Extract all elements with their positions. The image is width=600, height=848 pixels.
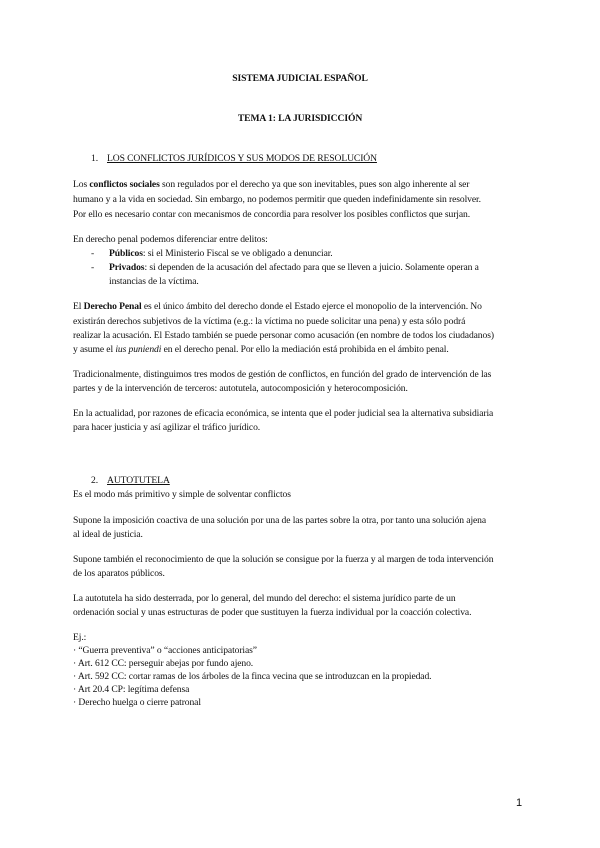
section-1-p1-line-3: Por ello es necesario contar con mecanismos de concordia para resolver los posibles conflictos que surjan.	[73, 209, 471, 220]
document-subtitle: TEMA 1: LA JURISDICCIÓN	[237, 113, 363, 124]
section-1-heading: LOS CONFLICTOS JURÍDICOS Y SUS MODOS DE RESOLUCIÓN	[107, 153, 377, 164]
examples-label: Ej.:	[73, 632, 87, 643]
list-item-publicos: Públicos: si el Ministerio Fiscal se ve obligado a denunciar.	[109, 248, 333, 259]
document-title: SISTEMA JUDICIAL ESPAÑOL	[232, 73, 368, 84]
section-1-p3-line-4: y asume el ius puniendi en el derecho penal. Por ello la mediación está prohibida en el ámbito penal.	[73, 344, 449, 355]
section-1-p1-line-2: humano y a la vida en sociedad. Sin embargo, no podemos permitir que queden indefinidamente sin resolver.	[73, 194, 481, 205]
example-item: · Art. 592 CC: cortar ramas de los árboles de la finca vecina que se introduzcan en la propiedad.	[73, 671, 432, 682]
section-1-p2-intro: En derecho penal podemos diferenciar entre delitos:	[73, 234, 268, 245]
section-2-lead: Es el modo más primitivo y simple de solventar conflictos	[73, 489, 291, 500]
example-item: · Art. 612 CC: perseguir abejas por fundo ajeno.	[73, 658, 254, 669]
section-2-p3-line-2: ordenación social y unas estructuras de poder que sustituyen la fuerza individual por la coacción colectiva.	[73, 607, 472, 618]
list-item-privados-cont: instancias de la víctima.	[109, 276, 199, 287]
section-1-p5-line-1: En la actualidad, por razones de eficacia económica, se intenta que el poder judicial sea la alternativa subsidiaria	[73, 408, 494, 419]
section-1-p5-line-2: para hacer justicia y así agilizar el tráfico jurídico.	[73, 422, 261, 433]
section-2-p1-line-2: al ideal de justicia.	[73, 529, 143, 540]
section-2-heading: AUTOTUTELA	[107, 475, 170, 486]
example-item: · “Guerra preventiva” o “acciones anticipatorias”	[73, 645, 257, 656]
example-item: · Derecho huelga o cierre patronal	[73, 697, 201, 708]
section-2-number: 2.	[91, 475, 98, 486]
section-1-p3-line-1: El Derecho Penal es el único ámbito del derecho donde el Estado ejerce el monopolio de la intervención. No	[73, 301, 482, 312]
list-item-privados: Privados: si dependen de la acusación del afectado para que se lleven a juicio. Solamente operan a	[109, 262, 479, 273]
page-number: 1	[516, 797, 523, 809]
section-2-p2-line-1: Supone también el reconocimiento de que la solución se consigue por la fuerza y al margen de toda intervención	[73, 554, 494, 565]
section-2-p2-line-2: de los aparatos públicos.	[73, 568, 165, 579]
section-2-p3-line-1: La autotutela ha sido desterrada, por lo general, del mundo del derecho: el sistema jurídico parte de un	[73, 593, 456, 604]
example-item: · Art 20.4 CP: legítima defensa	[73, 684, 190, 695]
section-1-p3-line-3: realizar la acusación. El Estado también se puede personar como acusación (en nombre de todos los ciudadanos)	[73, 330, 494, 341]
section-1-p4-line-1: Tradicionalmente, distinguimos tres modos de gestión de conflictos, en función del grado de intervención de las	[73, 369, 492, 380]
section-1-p4-line-2: partes y de la intervención de terceros: autotutela, autocomposición y heterocomposición.	[73, 383, 408, 394]
section-2-p1-line-1: Supone la imposición coactiva de una solución por una de las partes sobre la otra, por tanto una solución ajena	[73, 515, 487, 526]
section-1-number: 1.	[91, 153, 98, 164]
list-item-dash: -	[91, 248, 95, 259]
section-1-p1-line-1: Los conflictos sociales son regulados por el derecho ya que son inevitables, pues son algo inherente al ser	[73, 179, 470, 190]
section-1-p3-line-2: existirán derechos subjetivos de la víctima (e.g.: la víctima no puede solicitar una pena) y esta sólo podrá	[73, 316, 466, 327]
list-item-dash: -	[91, 262, 95, 273]
